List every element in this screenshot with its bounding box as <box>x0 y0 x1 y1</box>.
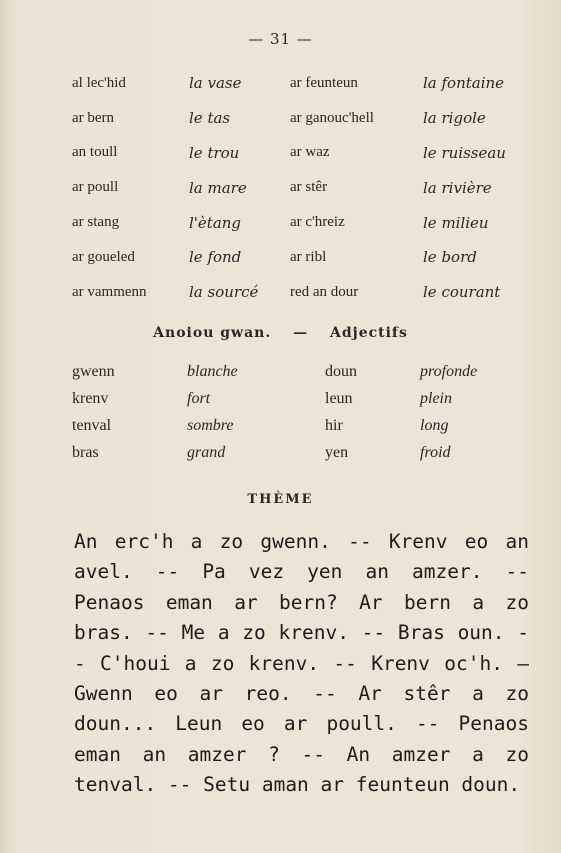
breton-word: ar bern <box>72 109 115 126</box>
breton-adjective: bras <box>72 443 99 461</box>
breton-word: ar ribl <box>290 248 327 265</box>
breton-word: ar feunteun <box>290 74 358 91</box>
breton-word: ar c'hreiz <box>290 214 345 231</box>
french-word: la mare <box>189 178 247 197</box>
breton-word: ar waz <box>290 144 330 161</box>
breton-adjective: doun <box>325 362 357 380</box>
breton-word: al lec'hid <box>72 74 126 91</box>
breton-word: ar poull <box>72 179 119 196</box>
breton-word: ar vammenn <box>72 283 147 300</box>
french-adjective: long <box>420 416 449 434</box>
french-word: le courant <box>423 283 501 302</box>
vocab-row <box>72 240 506 275</box>
vocab-row <box>72 66 506 101</box>
french-word: la vase <box>189 74 242 93</box>
french-adjective: grand <box>187 443 226 461</box>
french-word: la fontaine <box>423 74 505 93</box>
french-word: le bord <box>423 248 477 267</box>
french-adjective: froid <box>420 443 451 461</box>
french-adjective: sombre <box>187 416 234 434</box>
french-word: le ruisseau <box>423 143 506 162</box>
french-word: le fond <box>189 248 242 267</box>
theme-paragraph: An erc'h a zo gwenn. -- Krenv eo an avel. -- Pa vez yen an amzer. -- Penaos eman ar bern? Ar bern a zo bras. -- Me a zo krenv. -- Bras oun. -- C'houi a zo krenv. -- Krenv oc'h. — Gwenn eo ar reo. -- Ar stêr a zo doun... Leun eo ar poull. -- Penaos eman an amzer ? -- An amzer a zo tenval. -- Setu aman ar feunteun doun. <box>74 530 529 797</box>
french-word: la rigole <box>423 109 486 128</box>
breton-word: an toull <box>72 144 118 161</box>
page-number: — 31 — <box>248 30 313 48</box>
french-word: le trou <box>189 143 240 162</box>
breton-word: red an dour <box>290 283 359 300</box>
vocab-row <box>72 205 506 240</box>
french-adjective: profonde <box>420 362 478 380</box>
adjective-row <box>72 385 477 412</box>
french-word: la rivière <box>423 178 492 197</box>
breton-word: ar stang <box>72 214 120 231</box>
section-title-breton: Anoiou gwan. <box>153 325 272 341</box>
vocab-row <box>72 136 506 171</box>
vocabulary-table <box>72 66 506 310</box>
breton-word: ar ganouc'hell <box>290 109 374 126</box>
adjective-row <box>72 439 477 466</box>
theme-title: THÈME <box>247 492 314 507</box>
vocab-row <box>72 170 506 205</box>
vocab-row <box>72 275 506 310</box>
section-title-french: Adjectifs <box>329 325 408 341</box>
french-adjective: blanche <box>187 362 238 380</box>
french-word: la sourcé <box>189 283 259 302</box>
adjective-row <box>72 358 477 385</box>
french-word: l'ètang <box>189 213 242 232</box>
section-title-separator: — <box>293 325 309 341</box>
adjectives-table <box>72 358 477 466</box>
breton-word: ar stêr <box>290 179 328 196</box>
french-word: le tas <box>189 109 231 128</box>
breton-adjective: gwenn <box>72 362 115 380</box>
french-word: le milieu <box>423 213 489 232</box>
breton-adjective: hir <box>325 416 343 434</box>
adjectives-section-title <box>0 325 561 341</box>
breton-adjective: leun <box>325 389 353 407</box>
breton-word: ar goueled <box>72 248 135 265</box>
breton-adjective: yen <box>325 443 349 461</box>
french-adjective: plein <box>420 389 452 407</box>
breton-adjective: krenv <box>72 389 109 407</box>
french-adjective: fort <box>187 389 211 407</box>
vocab-row <box>72 101 506 136</box>
breton-adjective: tenval <box>72 416 112 434</box>
adjective-row <box>72 412 477 439</box>
